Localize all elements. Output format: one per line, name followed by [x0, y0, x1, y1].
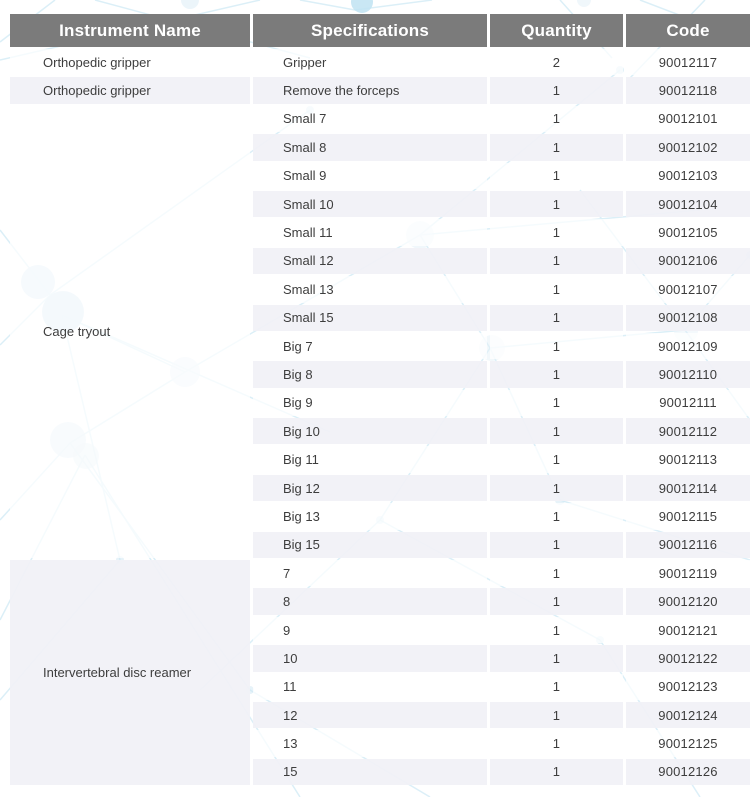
specification-cell: 13: [253, 730, 487, 756]
quantity-cell: 1: [490, 77, 623, 103]
code-cell: 90012121: [626, 617, 750, 643]
quantity-cell: 1: [490, 163, 623, 189]
specification-cell: Small 9: [253, 163, 487, 189]
quantity-cell: 1: [490, 446, 623, 472]
specification-cell: 9: [253, 617, 487, 643]
specification-cell: Remove the forceps: [253, 77, 487, 103]
quantity-cell: 1: [490, 248, 623, 274]
code-cell: 90012126: [626, 759, 750, 785]
quantity-cell: 1: [490, 134, 623, 160]
specification-cell: Big 15: [253, 532, 487, 558]
code-cell: 90012116: [626, 532, 750, 558]
code-cell: 90012117: [626, 49, 750, 75]
specification-cell: Small 15: [253, 305, 487, 331]
header-row: [10, 14, 750, 47]
specification-cell: Big 13: [253, 503, 487, 529]
specification-cell: 10: [253, 645, 487, 671]
code-cell: 90012112: [626, 418, 750, 444]
code-cell: 90012109: [626, 333, 750, 359]
quantity-cell: 1: [490, 475, 623, 501]
code-cell: 90012108: [626, 305, 750, 331]
code-cell: 90012107: [626, 276, 750, 302]
table-row: [10, 77, 750, 103]
code-cell: 90012113: [626, 446, 750, 472]
table-header: [10, 14, 750, 47]
quantity-cell: 1: [490, 617, 623, 643]
instrument-name-cell: Orthopedic gripper: [10, 77, 250, 103]
code-cell: 90012105: [626, 219, 750, 245]
specification-cell: 15: [253, 759, 487, 785]
specification-cell: Big 11: [253, 446, 487, 472]
code-cell: 90012115: [626, 503, 750, 529]
specification-cell: Big 12: [253, 475, 487, 501]
code-cell: 90012114: [626, 475, 750, 501]
quantity-cell: 1: [490, 532, 623, 558]
table-row: [10, 560, 750, 586]
quantity-cell: 1: [490, 730, 623, 756]
code-cell: 90012125: [626, 730, 750, 756]
specification-cell: Small 7: [253, 106, 487, 132]
code-cell: 90012102: [626, 134, 750, 160]
specification-cell: Gripper: [253, 49, 487, 75]
quantity-cell: 1: [490, 276, 623, 302]
table-row: [10, 49, 750, 75]
code-cell: 90012123: [626, 674, 750, 700]
quantity-cell: 1: [490, 106, 623, 132]
specification-cell: Big 8: [253, 361, 487, 387]
code-cell: 90012118: [626, 77, 750, 103]
instrument-name-cell: Intervertebral disc reamer: [10, 560, 250, 785]
code-cell: 90012119: [626, 560, 750, 586]
specification-cell: 12: [253, 702, 487, 728]
specification-cell: Small 11: [253, 219, 487, 245]
specification-cell: Big 9: [253, 390, 487, 416]
code-cell: 90012111: [626, 390, 750, 416]
quantity-cell: 1: [490, 674, 623, 700]
quantity-cell: 1: [490, 219, 623, 245]
code-cell: 90012103: [626, 163, 750, 189]
code-cell: 90012106: [626, 248, 750, 274]
quantity-cell: 1: [490, 390, 623, 416]
quantity-cell: 1: [490, 333, 623, 359]
column-header-code: Code: [626, 14, 750, 47]
quantity-cell: 1: [490, 305, 623, 331]
specification-cell: Big 10: [253, 418, 487, 444]
quantity-cell: 1: [490, 588, 623, 614]
quantity-cell: 1: [490, 759, 623, 785]
table-body: [10, 49, 750, 785]
code-cell: 90012104: [626, 191, 750, 217]
specification-cell: 8: [253, 588, 487, 614]
specification-cell: 7: [253, 560, 487, 586]
code-cell: 90012120: [626, 588, 750, 614]
code-cell: 90012124: [626, 702, 750, 728]
instrument-name-cell: Cage tryout: [10, 106, 250, 558]
quantity-cell: 1: [490, 191, 623, 217]
column-header-quantity: Quantity: [490, 14, 623, 47]
column-header-specifications: Specifications: [253, 14, 487, 47]
table-row: [10, 106, 750, 132]
quantity-cell: 1: [490, 560, 623, 586]
specification-cell: Small 13: [253, 276, 487, 302]
quantity-cell: 1: [490, 702, 623, 728]
quantity-cell: 1: [490, 361, 623, 387]
specification-cell: Big 7: [253, 333, 487, 359]
instrument-name-cell: Orthopedic gripper: [10, 49, 250, 75]
quantity-cell: 1: [490, 645, 623, 671]
specification-cell: Small 12: [253, 248, 487, 274]
quantity-cell: 2: [490, 49, 623, 75]
code-cell: 90012110: [626, 361, 750, 387]
specification-cell: 11: [253, 674, 487, 700]
code-cell: 90012122: [626, 645, 750, 671]
specification-cell: Small 8: [253, 134, 487, 160]
specification-cell: Small 10: [253, 191, 487, 217]
column-header-instrument-name: Instrument Name: [10, 14, 250, 47]
quantity-cell: 1: [490, 418, 623, 444]
code-cell: 90012101: [626, 106, 750, 132]
instrument-table: [7, 12, 750, 787]
quantity-cell: 1: [490, 503, 623, 529]
